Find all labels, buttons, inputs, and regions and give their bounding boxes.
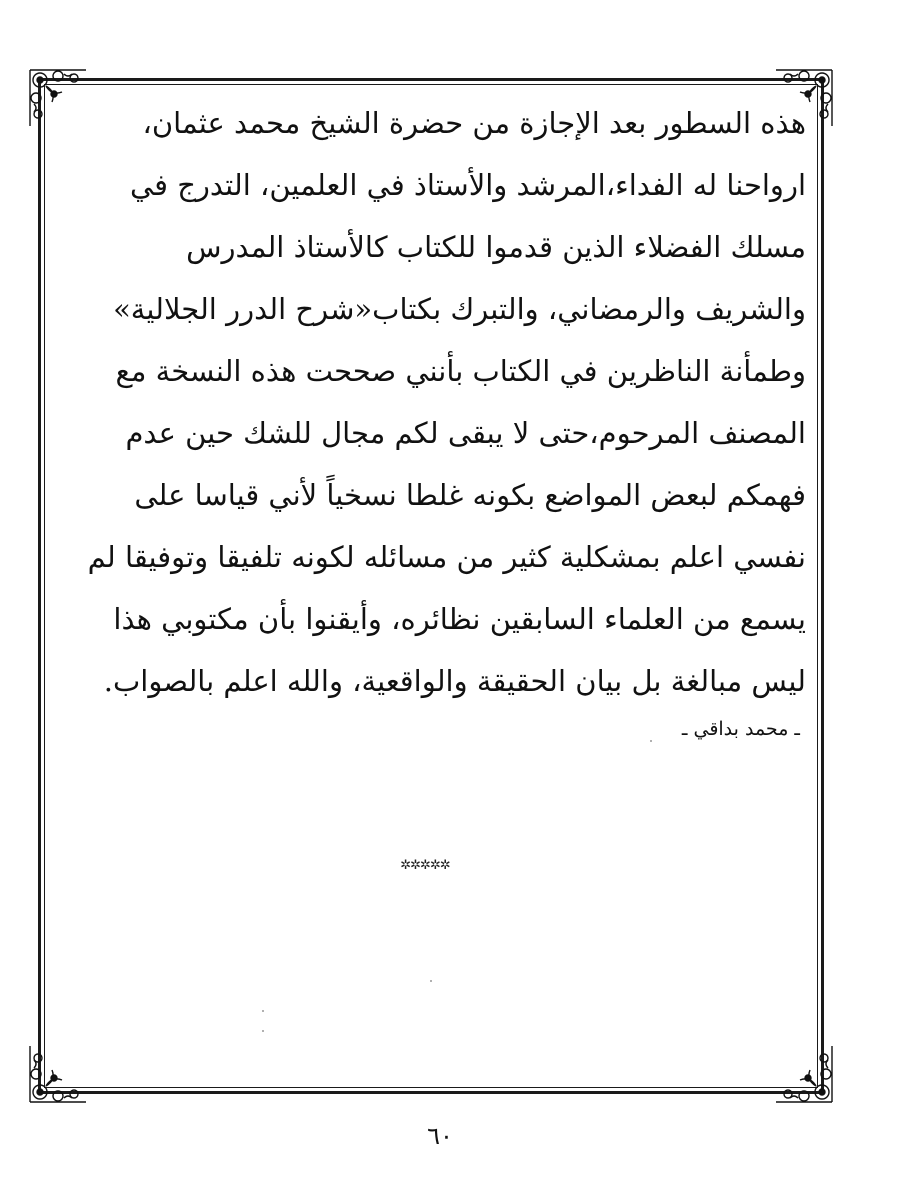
text-line: المصنف المرحوم،حتى لا يبقى لكم مجال للشك حين عدم	[125, 416, 806, 450]
text-line: هذه السطور بعد الإجازة من حضرة الشيخ محمد عثمان،	[142, 106, 806, 140]
scan-speck	[262, 1010, 264, 1012]
page-number: ٦٠	[427, 1122, 453, 1150]
text-line: ارواحنا له الفداء،المرشد والأستاذ في العلمين، التدرج في	[129, 168, 806, 202]
author-signature: ـ محمد بداقي ـ	[681, 718, 800, 740]
floral-corner-ornament	[772, 1042, 836, 1106]
scan-speck	[650, 740, 652, 742]
text-line: مسلك الفضلاء الذين قدموا للكتاب كالأستاذ المدرس	[186, 230, 806, 264]
text-line: فهمكم لبعض المواضع بكونه غلطا نسخياً لأني قياسا على	[134, 478, 806, 512]
text-line: نفسي اعلم بمشكلية كثير من مسائله لكونه تلفيقا وتوفيقا لم	[87, 540, 806, 574]
scan-speck	[430, 980, 432, 982]
floral-corner-ornament	[26, 1042, 90, 1106]
text-line: ليس مبالغة بل بيان الحقيقة والواقعية، والله اعلم بالصواب.	[103, 664, 806, 698]
body-text	[66, 92, 806, 712]
text-line: والشريف والرمضاني، والتبرك بكتاب«شرح الدرر الجلالية»	[113, 292, 806, 326]
text-line: يسمع من العلماء السابقين نظائره، وأيقنوا بأن مكتوبي هذا	[113, 602, 806, 636]
text-line: وطمأنة الناظرين في الكتاب بأنني صححت هذه النسخة مع	[115, 354, 806, 388]
scan-speck	[262, 1030, 264, 1032]
section-separator: ✲✲✲✲✲	[400, 858, 450, 873]
